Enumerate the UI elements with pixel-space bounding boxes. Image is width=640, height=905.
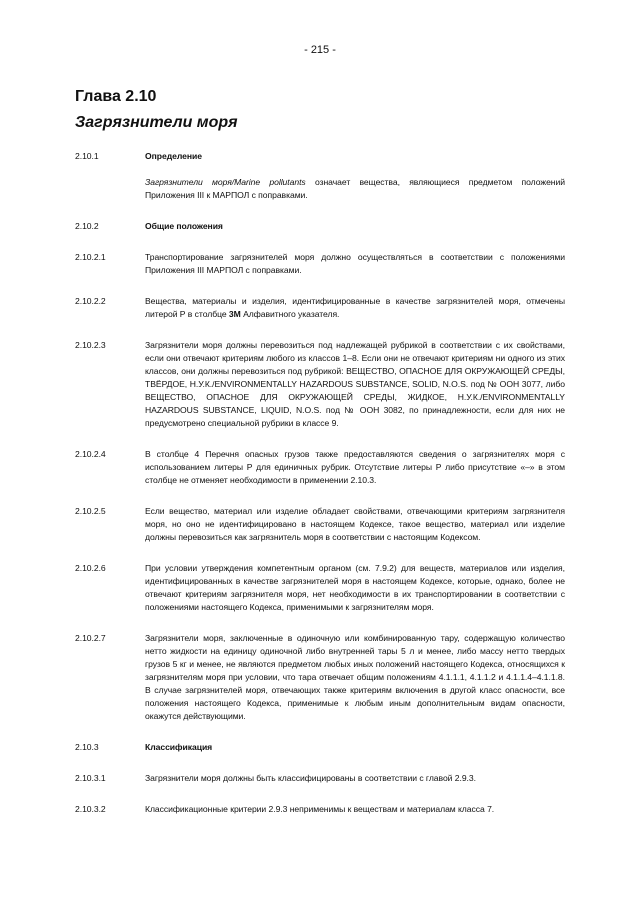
- section-number: 2.10.2.4: [75, 449, 106, 459]
- page-number: - 215 -: [304, 44, 336, 56]
- section-number: 2.10.2.1: [75, 252, 106, 262]
- section-text: При условии утверждения компетентным органом (см. 7.9.2) для веществ, материалов или изделия, идентифицированных в качестве загрязнителей моря в настоящем Кодексе, которые, однако, более не отвечают критериям загрязнителя моря, нет необходимости в их транспортировании в соответствии с положениями настоящего Кодекса, применимыми к загрязнителям моря.: [145, 563, 565, 612]
- section-text: [145, 176, 565, 202]
- section-heading: Общие положения: [145, 221, 223, 231]
- section-2-10-2-4: [75, 448, 565, 487]
- section-text: В столбце 4 Перечня опасных грузов также предоставляются сведения о загрязнителях моря с использованием литеры Р для единичных рубрик. Отсутствие литеры Р либо присутствие «–» в этом столбце не отменяет необходимости в применении 2.10.3.: [145, 449, 565, 485]
- section-2-10-3-1: [75, 772, 565, 785]
- section-number: 2.10.2.2: [75, 296, 106, 306]
- column-ref: 3М: [228, 309, 241, 319]
- section-text: Транспортирование загрязнителей моря должно осуществляться в соответствии с положениями Приложения III МАРПОЛ с поправками.: [145, 252, 565, 275]
- section-2-10-1-heading: [75, 150, 565, 163]
- section-text: Загрязнители моря должны быть классифицированы в соответствии с главой 2.9.3.: [145, 773, 476, 783]
- definition-text: означает вещества, являющиеся предметом положений Приложения III к МАРПОЛ с поправками.: [145, 177, 565, 200]
- section-text: Классификационные критерии 2.9.3 неприменимы к веществам и материалам класса 7.: [145, 804, 495, 814]
- section-number: 2.10.3.2: [75, 804, 106, 814]
- section-2-10-2-7: [75, 632, 565, 723]
- chapter-title: Глава 2.10: [75, 88, 157, 105]
- definition-term: Загрязнители моря/Marine pollutants: [145, 177, 306, 187]
- section-text: Если вещество, материал или изделие обладает свойствами, отвечающими критериям загрязнителя моря, но оно не идентифицировано в настоящем Кодексе, такое вещество, материал или изделие должны перевозиться как загрязнитель моря в соответствии с настоящим Кодексом.: [145, 506, 565, 542]
- section-2-10-2-1: [75, 251, 565, 277]
- section-2-10-2-2: [75, 295, 565, 321]
- section-number: 2.10.2.5: [75, 506, 106, 516]
- section-number: 2.10.1: [75, 151, 99, 161]
- text-part: Алфавитного указателя.: [240, 309, 340, 319]
- section-number: 2.10.2: [75, 221, 99, 231]
- sections: [75, 150, 565, 816]
- section-2-10-3: [75, 741, 565, 754]
- section-heading: Классификация: [145, 742, 213, 752]
- section-2-10-2: [75, 220, 565, 233]
- section-number: 2.10.3.1: [75, 773, 106, 783]
- section-heading: Определение: [145, 151, 202, 161]
- section-number: 2.10.2.7: [75, 633, 106, 643]
- section-number: 2.10.3: [75, 742, 99, 752]
- section-text: Загрязнители моря, заключенные в одиночную или комбинированную тару, содержащую количество нетто жидкости на единицу одиночной либо внутренней тары 5 л и менее, либо массу нетто твердых грузов 5 кг и менее, не являются предметом любых иных положений настоящего Кодекса, относящихся к загрязнителям моря при условии, что тара отвечает общим положениям 4.1.1.1, 4.1.1.2 и 4.1.1.4–4.1.1.8. В случае загрязнителей моря, отвечающих также критериям включения в другой класс опасности, все положения настоящего Кодекса, применимые к любым иным дополнительным видам опасности, окажутся действующими.: [145, 633, 565, 721]
- section-text: Загрязнители моря должны перевозиться под надлежащей рубрикой в соответствии с их свойствами, если они отвечают критериям любого из классов 1–8. Если они не отвечают критериям ни одного из этих классов, они должны перевозиться под рубрикой: ВЕЩЕСТВО, ОПАСНОЕ ДЛЯ ОКРУЖАЮЩЕЙ СРЕДЫ, ТВЁРДОЕ, Н.У.К./ENVIRONMENTALLY HAZARDOUS SUBSTANCE, SOLID, N.O.S. под № ООН 3077, либо ВЕЩЕСТВО, ОПАСНОЕ ДЛЯ ОКРУЖАЮЩЕЙ СРЕДЫ, ЖИДКОЕ, Н.У.К./ENVIRONMENTALLY HAZARDOUS SUBSTANCE, LIQUID, N.O.S. под № ООН 3082, по принадлежности, если для них не предусмотрено специальной рубрики в классе 9.: [145, 340, 565, 428]
- text-part: Вещества, материалы и изделия, идентифицированные в качестве загрязнителей моря, отмечены литерой Р в столбце: [145, 296, 565, 319]
- section-2-10-2-6: [75, 562, 565, 614]
- chapter-subtitle: Загрязнители моря: [75, 114, 238, 131]
- section-number: 2.10.2.3: [75, 340, 106, 350]
- section-number: 2.10.2.6: [75, 563, 106, 573]
- section-2-10-3-2: [75, 803, 565, 816]
- section-text: [145, 295, 565, 321]
- section-2-10-2-5: [75, 505, 565, 544]
- section-2-10-1-definition: [75, 176, 565, 202]
- section-2-10-2-3: [75, 339, 565, 430]
